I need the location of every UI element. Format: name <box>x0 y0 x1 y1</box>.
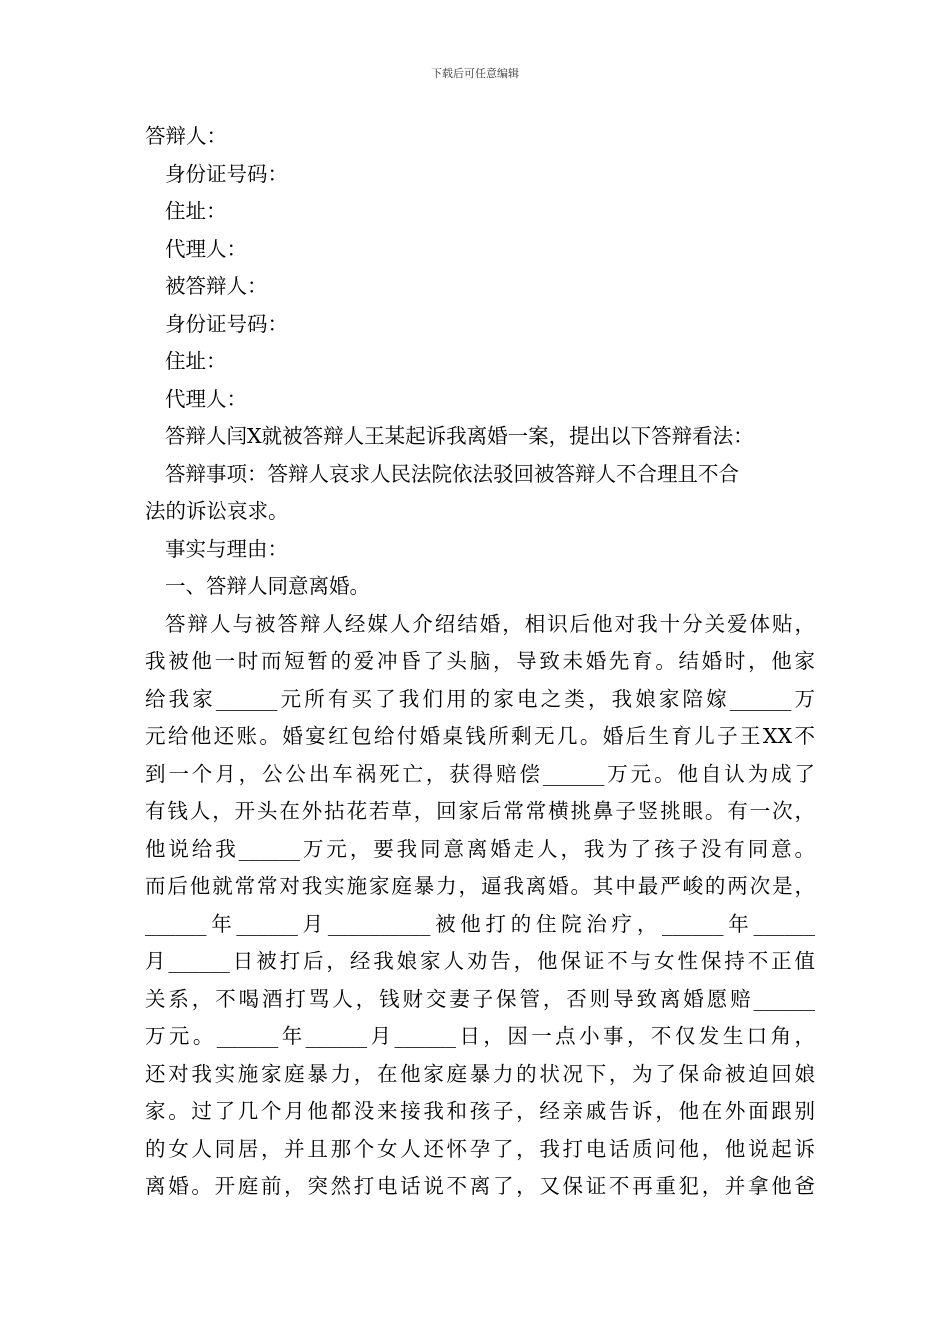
plaintiff-id-label: 身份证号码： <box>165 311 288 336</box>
body-paragraph-line: 他说给我______万元，要我同意离婚走人，我为了孩子没有同意。 <box>145 836 815 861</box>
body-paragraph-line: ______年______月__________被他打的住院治疗，______年______ <box>145 911 815 936</box>
page-header: 下载后可任意编辑 <box>431 67 519 80</box>
plaintiff-address-label: 住址： <box>165 349 227 373</box>
body-paragraph-line: 离婚。开庭前，突然打电话说不离了，又保证不再重犯，并拿他爸 <box>145 1174 815 1198</box>
defense-matter-line: 法的诉讼哀求。 <box>145 499 289 523</box>
plaintiff-label: 被答辩人： <box>165 274 268 298</box>
body-paragraph-line: 关系，不喝酒打骂人，钱财交妻子保管，否则导致离婚愿赔______ <box>145 986 815 1011</box>
body-paragraph-line: 而后他就常常对我实施家庭暴力，逼我离婚。其中最严峻的两次是， <box>145 874 815 898</box>
body-paragraph-line: 月______日被打后，经我娘家人劝告，他保证不与女性保持不正值 <box>145 949 815 973</box>
body-paragraph-line: 家。过了几个月他都没来接我和孩子，经亲戚告诉，他在外面跟别 <box>145 1099 815 1123</box>
section-one-heading: 一、答辩人同意离婚。 <box>165 574 370 598</box>
respondent-agent-label: 代理人： <box>165 236 247 261</box>
facts-reasons-heading: 事实与理由： <box>165 536 288 561</box>
plaintiff-agent-label: 代理人： <box>165 386 247 411</box>
body-paragraph-line: 我被他一时而短暂的爱冲昏了头脑，导致未婚先育。结婚时，他家 <box>145 649 815 673</box>
body-paragraph-line: 到一个月，公公出车祸死亡，获得赔偿______万元。他自认为成了 <box>145 761 815 786</box>
document-body <box>145 118 815 1206</box>
intro-paragraph: 答辩人闫X就被答辩人王某起诉我离婚一案，提出以下答辩看法： <box>165 424 754 448</box>
body-paragraph-line: 万元。______年______月______日，因一点小事，不仅发生口角， <box>145 1024 815 1048</box>
respondent-address-label: 住址： <box>165 199 227 223</box>
body-paragraph-line: 有钱人，开头在外拈花若草，回家后常常横挑鼻子竖挑眼。有一次， <box>145 799 815 823</box>
body-paragraph-line: 还对我实施家庭暴力，在他家庭暴力的状况下，为了保命被迫回娘 <box>145 1061 815 1086</box>
body-paragraph-line: 答辩人与被答辩人经媒人介绍结婚，相识后他对我十分关爱体贴， <box>165 611 815 636</box>
body-paragraph-line: 的女人同居，并且那个女人还怀孕了，我打电话质问他，他说起诉 <box>145 1136 815 1161</box>
defense-matter-line: 答辩事项：答辩人哀求人民法院依法驳回被答辩人不合理且不合 <box>165 461 739 486</box>
body-paragraph-line: 给我家______元所有买了我们用的家电之类，我娘家陪嫁______万 <box>145 686 815 711</box>
body-paragraph-line: 元给他还账。婚宴红包给付婚桌钱所剩无几。婚后生育儿子王XX不 <box>145 724 815 748</box>
respondent-id-label: 身份证号码： <box>165 161 288 186</box>
respondent-label: 答辩人： <box>145 124 227 148</box>
